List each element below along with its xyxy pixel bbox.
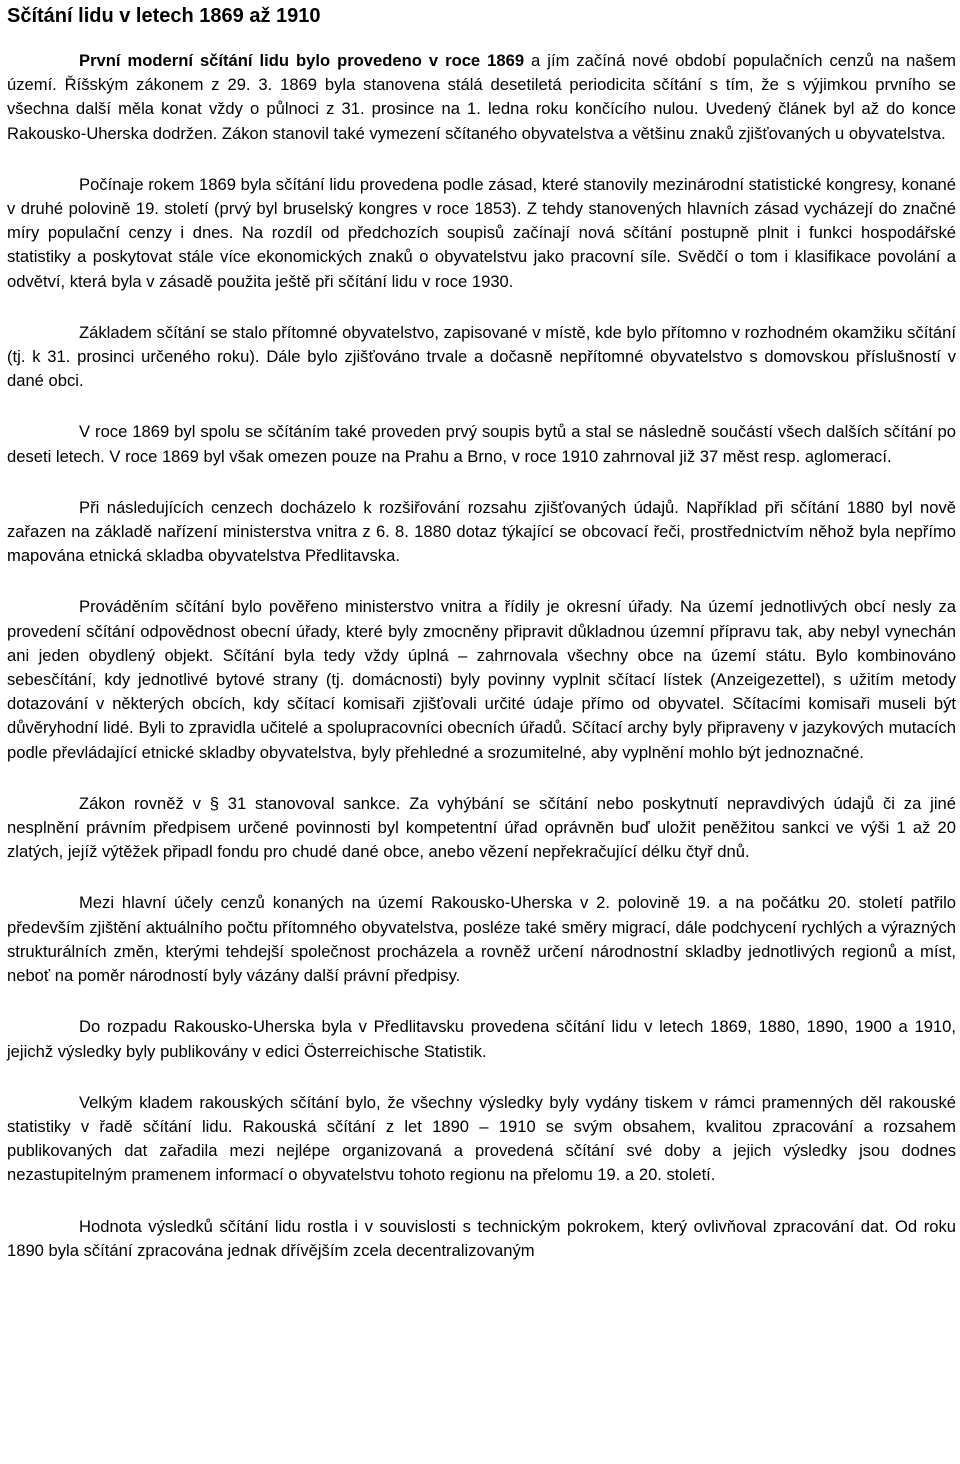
- paragraph-1: [7, 49, 956, 146]
- document-title: Sčítání lidu v letech 1869 až 1910: [7, 5, 321, 27]
- paragraph-8: Mezi hlavní účely cenzů konaných na území Rakousko-Uherska v 2. polovině 19. a na počátku 20. století patřilo především zjištění aktuálního počtu přítomného obyvatelstva, posléze také směry migrací, dále podchycení rychlých a výrazných strukturálních změn, kterými tehdejší společnost procházela a rovněž určení národnostní skladby jednotlivých regionů a míst, neboť na poměr národností byly vázány další právní předpisy.: [7, 893, 956, 986]
- paragraph-9: Do rozpadu Rakousko-Uherska byla v Předlitavsku provedena sčítání lidu v letech 1869, 1880, 1890, 1900 a 1910, jejichž výsledky byly publikovány v edici Österreichische Statistik.: [7, 1017, 956, 1061]
- paragraph-11: Hodnota výsledků sčítání lidu rostla i v souvislosti s technickým pokrokem, který ovlivňoval zpracování dat. Od roku 1890 byla sčítání zpracována jednak dřívějším zcela decentralizovaným: [7, 1216, 956, 1260]
- paragraph-10: Velkým kladem rakouských sčítání bylo, že všechny výsledky byly vydány tiskem v rámci pramenných děl rakouské statistiky v řadě sčítání lidu. Rakouská sčítání z let 1890 – 1910 se svým obsahem, kvalitou zpracování a rozsahem publikovaných dat zařadila mezi nejlépe organizovaná a provedená sčítání své doby a jejich výsledky jsou dodnes nezastupitelným pramenem informací o obyvatelstvu tohoto regionu na přelomu 19. a 20. století.: [7, 1092, 956, 1185]
- paragraph-4: V roce 1869 byl spolu se sčítáním také proveden prvý soupis bytů a stal se následně součástí všech dalších sčítání po deseti letech. V roce 1869 byl však omezen pouze na Prahu a Brno, v roce 1910 zahrnoval již 37 měst resp. aglomerací.: [7, 422, 956, 466]
- paragraph-2: Počínaje rokem 1869 byla sčítání lidu provedena podle zásad, které stanovily mezinárodní statistické kongresy, konané v druhé polovině 19. století (prvý byl bruselský kongres v roce 1853). Z tehdy stanovených hlavních zásad vycházejí do značné míry populační cenzy i dnes. Na rozdíl od předchozích soupisů začínají nová sčítání postupně plnit i funkci hospodářské statistiky a poskytovat stále více ekonomických znaků o obyvatelstvu jako pracovní síle. Svědčí o tom i klasifikace povolání a odvětví, která byla v zásadě použita ještě při sčítání lidu v roce 1930.: [7, 174, 956, 291]
- paragraph-3: Základem sčítání se stalo přítomné obyvatelstvo, zapisované v místě, kde bylo přítomno v rozhodném okamžiku sčítání (tj. k 31. prosinci určeného roku). Dále bylo zjišťováno trvale a dočasně nepřítomné obyvatelstvo s domovskou příslušností v dané obci.: [7, 322, 956, 391]
- paragraph-1-text: a jím začíná nové období populačních cenzů na našem území. Říšským zákonem z 29. 3. 1869 byla stanovena stálá desetiletá periodicita sčítání s tím, že s výjimkou prvního se všechna další měla konat vždy o půlnoci z 31. prosince na 1. ledna roku končícího nulou. Uvedený článek byl až do konce Rakousko-Uherska dodržen. Zákon stanovil také vymezení sčítaného obyvatelstva a většinu znaků zjišťovaných u obyvatelstva.: [7, 51, 956, 143]
- paragraph-7: Zákon rovněž v § 31 stanovoval sankce. Za vyhýbání se sčítání nebo poskytnutí nepravdivých údajů či za jiné nesplnění právním předpisem určené povinnosti byl kompetentní úřad oprávněn buď uložit peněžitou sankci ve výši 1 až 20 zlatých, jejíž výtěžek připadl fondu pro chudé dané obce, anebo vězení nepřekračující délku čtyř dnů.: [7, 793, 956, 862]
- paragraph-1-lead: První moderní sčítání lidu bylo provedeno v roce 1869: [79, 51, 525, 70]
- paragraph-6: Prováděním sčítání bylo pověřeno ministerstvo vnitra a řídily je okresní úřady. Na území jednotlivých obcí nesly za provedení sčítání odpovědnost obecní úřady, které byly zmocněny připravit důkladnou územní přípravu tak, aby nebyl vynechán ani jeden obydlený objekt. Sčítání byla tedy vždy úplná – zahrnovala všechny obce na území státu. Bylo kombinováno sebesčítání, kdy jednotlivé bytové strany (tj. domácnosti) byly povinny vyplnit sčítací lístek (Anzeigezettel), s užitím metody dotazování v některých obcích, kdy sčítací komisaři zjišťovali určité údaje přímo od obyvatel. Sčítacími komisaři museli být důvěryhodní lidé. Byli to zpravidla učitelé a spolupracovníci obecních úřadů. Sčítací archy byly připraveny v jazykových mutacích podle převládající etnické skladby obyvatelstva, byly přehledné a srozumitelné, aby vyplnění mohlo být jednoznačné.: [7, 597, 956, 762]
- document-body: [7, 49, 956, 1263]
- paragraph-5: Při následujících cenzech docházelo k rozšiřování rozsahu zjišťovaných údajů. Například při sčítání 1880 byl nově zařazen na základě nařízení ministerstva vnitra z 6. 8. 1880 dotaz týkající se obcovací řeči, prostřednictvím něhož byla nepřímo mapována etnická skladba obyvatelstva Předlitavska.: [7, 497, 956, 566]
